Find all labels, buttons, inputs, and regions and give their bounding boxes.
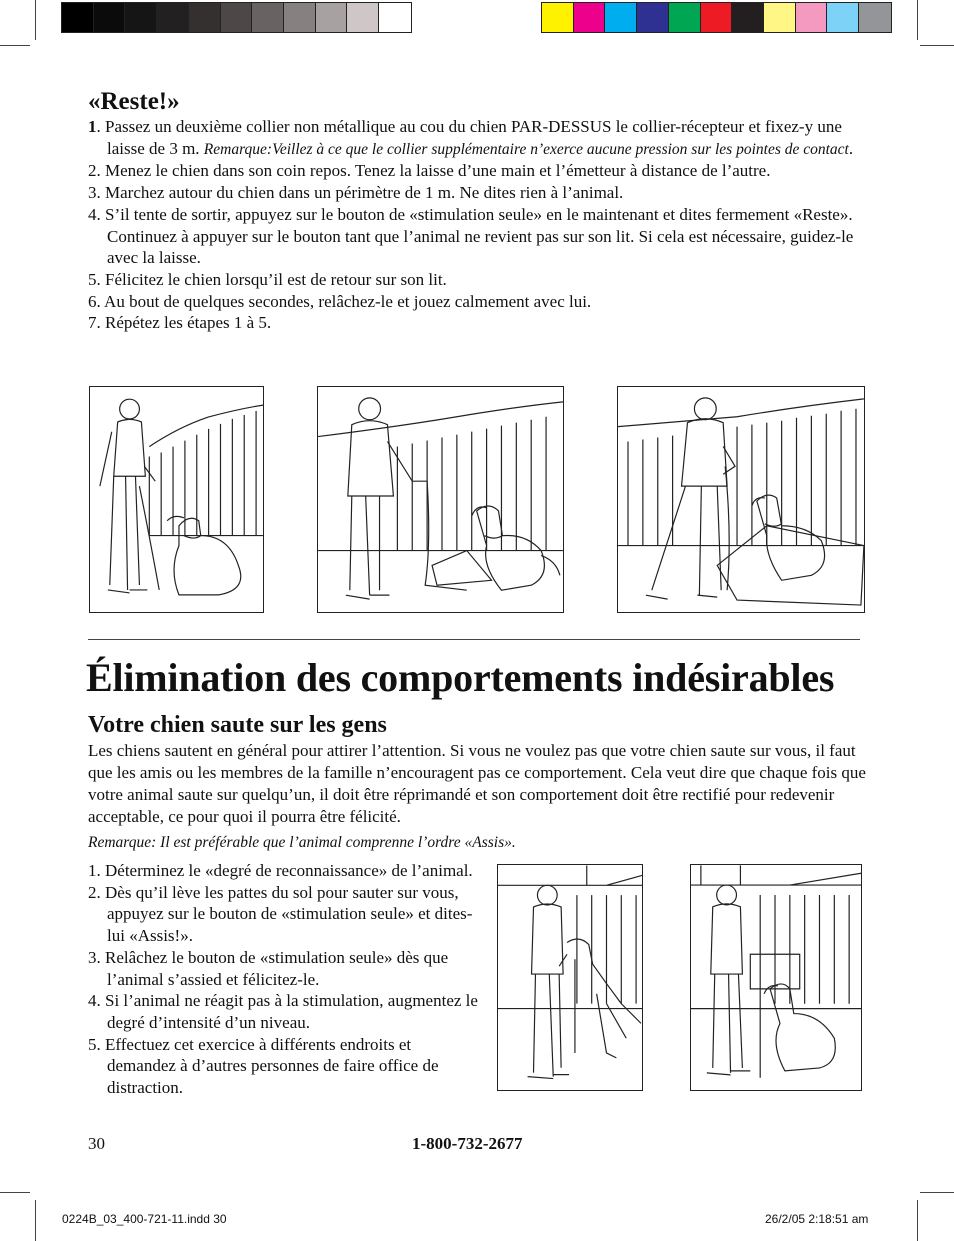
date-slug: 26/2/05 2:18:51 am — [765, 1212, 869, 1226]
step-text: . Passez un deuxième collier non métallique au cou du chien PAR-DESSUS le collier-récepteur et fixez-y une laisse de 3 m. — [96, 117, 842, 158]
color-swatch — [827, 3, 859, 32]
crop-mark — [0, 45, 30, 46]
jump-step-3: 3. Relâchez le bouton de «stimulation seule» dès que l’animal s’assied et félicitez-le. — [88, 947, 449, 989]
jump-step-5: 5. Effectuez cet exercice à différents endroits et demandez à d’autres personnes de faire office de distraction. — [88, 1034, 439, 1098]
reste-step-5: 5. Félicitez le chien lorsqu’il est de retour sur son lit. — [88, 269, 447, 289]
reste-step-6: 6. Au bout de quelques secondes, relâchez-le et jouez calmement avec lui. — [88, 291, 592, 311]
color-swatch — [379, 3, 411, 32]
color-swatch — [252, 3, 284, 32]
assis-note: Remarque: Il est préférable que l’animal comprenne l’ordre «Assis». — [88, 834, 516, 851]
subsection-title: Votre chien saute sur les gens — [88, 712, 387, 738]
color-swatch — [284, 3, 316, 32]
color-swatch — [347, 3, 379, 32]
section-divider — [88, 639, 860, 640]
step-note: Remarque:Veillez à ce que le collier supplémentaire n’exerce aucune pression sur les pointes de contact — [203, 140, 849, 158]
color-swatch — [796, 3, 828, 32]
jump-step-1: 1. Déterminez le «degré de reconnaissance» de l’animal. — [88, 861, 473, 880]
color-swatch — [94, 3, 126, 32]
illustration-drawing — [498, 865, 642, 1090]
phone-number: 1-800-732-2677 — [412, 1134, 523, 1153]
step-number: 1 — [88, 117, 97, 136]
illustration-dog-jumping — [497, 864, 643, 1091]
illustration-man-dog-on-mat — [617, 386, 865, 613]
main-title: Élimination des comportements indésirables — [86, 655, 835, 700]
color-swatch — [669, 3, 701, 32]
crop-mark — [0, 1192, 30, 1193]
file-slug: 0224B_03_400-721-11.indd 30 — [62, 1212, 227, 1226]
color-swatch — [701, 3, 733, 32]
color-swatch — [574, 3, 606, 32]
step-end: . — [848, 138, 854, 158]
reste-step-3: 3. Marchez autour du chien dans un périmètre de 1 m. Ne dites rien à l’animal. — [88, 183, 624, 203]
color-swatch — [637, 3, 669, 32]
gray-calibration-bar — [61, 2, 412, 33]
crop-mark — [917, 1200, 918, 1241]
illustration-drawing — [90, 387, 263, 612]
color-swatch — [859, 3, 891, 32]
illustration-drawing — [318, 387, 563, 612]
illustration-man-dog-walking — [317, 386, 564, 613]
page-number: 30 — [88, 1134, 105, 1153]
color-swatch — [157, 3, 189, 32]
jump-step-4: 4. Si l’animal ne réagit pas à la stimulation, augmentez le degré d’intensité d’un niveau. — [88, 991, 478, 1032]
color-swatch — [316, 3, 348, 32]
color-swatch — [542, 3, 574, 32]
color-calibration-bar — [541, 2, 892, 33]
illustration-dog-sitting-calm — [690, 864, 862, 1091]
color-swatch — [62, 3, 94, 32]
illustration-drawing — [618, 387, 864, 612]
reste-step-4: 4. S’il tente de sortir, appuyez sur le bouton de «stimulation seule» en le maintenant et dites fermement «Reste». Continuez à appuyer sur le bouton tant que l’animal ne revient pas sur son lit. Si cela est nécessaire, guidez-le avec la laisse. — [88, 204, 854, 268]
reste-step-1 — [88, 116, 868, 160]
color-swatch — [189, 3, 221, 32]
crop-mark — [920, 1192, 954, 1193]
crop-mark — [917, 0, 918, 40]
intro-paragraph: Les chiens sautent en général pour attirer l’attention. Si vous ne voulez pas que votre chien saute sur vous, il faut que les amis ou les membres de la famille n’encouragent pas ce comportement. Cela veut dire que chaque fois que votre animal saute sur quelqu’un, il doit être réprimandé et son comportement doit être rectifié pour redevenir acceptable, ce pour quoi il pourra être félicité. — [88, 741, 866, 826]
color-swatch — [732, 3, 764, 32]
section-heading-reste: «Reste!» — [88, 88, 180, 115]
illustration-man-dog-sitting — [89, 386, 264, 613]
jump-step-2: 2. Dès qu’il lève les pattes du sol pour sauter sur vous, appuyez sur le bouton de «stimulation seule» et dites-lui «Assis!». — [88, 882, 473, 946]
color-swatch — [605, 3, 637, 32]
crop-mark — [35, 1200, 36, 1241]
crop-mark — [920, 45, 954, 46]
illustration-drawing — [691, 865, 861, 1090]
color-swatch — [125, 3, 157, 32]
color-swatch — [764, 3, 796, 32]
reste-steps-list — [88, 116, 868, 334]
jumping-steps-list — [88, 860, 478, 1099]
color-swatch — [221, 3, 253, 32]
crop-mark — [35, 0, 36, 40]
reste-step-7: 7. Répétez les étapes 1 à 5. — [88, 313, 272, 333]
reste-step-2: 2. Menez le chien dans son coin repos. Tenez la laisse d’une main et l’émetteur à distance de l’autre. — [88, 161, 771, 181]
